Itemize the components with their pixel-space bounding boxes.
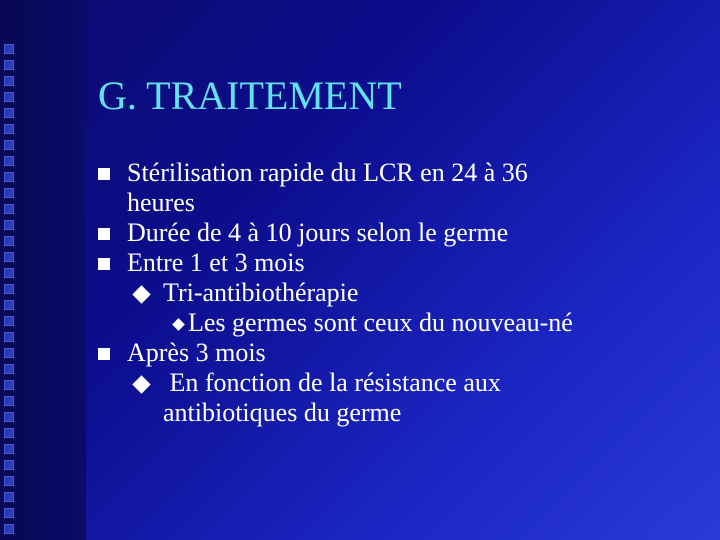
slide-title: G. TRAITEMENT (98, 73, 402, 118)
list-item (98, 248, 698, 278)
decorative-square (4, 316, 14, 326)
small-diamond-bullet-icon (172, 318, 185, 331)
square-bullet-icon (98, 348, 110, 360)
decorative-square (4, 252, 14, 262)
list-item (98, 368, 698, 428)
decorative-square (4, 444, 14, 454)
decorative-square (4, 460, 14, 470)
decorative-square (4, 92, 14, 102)
decorative-square (4, 172, 14, 182)
list-item-text: Stérilisation rapide du LCR en 24 à 36 (127, 158, 528, 187)
list-item (98, 158, 698, 218)
decorative-squares (4, 0, 18, 540)
decorative-square (4, 108, 14, 118)
decorative-square (4, 140, 14, 150)
decorative-square (4, 124, 14, 134)
diamond-bullet-icon (132, 375, 150, 393)
decorative-square (4, 396, 14, 406)
list-item-text: Entre 1 et 3 mois (127, 248, 305, 277)
decorative-square (4, 332, 14, 342)
left-decorative-strip (0, 0, 86, 540)
decorative-square (4, 380, 14, 390)
decorative-square (4, 492, 14, 502)
square-bullet-icon (98, 258, 110, 270)
list-item (98, 338, 698, 368)
decorative-square (4, 204, 14, 214)
decorative-square (4, 348, 14, 358)
decorative-square (4, 76, 14, 86)
decorative-square (4, 156, 14, 166)
list-item-continuation: heures (127, 188, 195, 217)
list-item (98, 308, 698, 338)
list-item-text: Tri-antibiothérapie (163, 278, 359, 307)
decorative-square (4, 60, 14, 70)
decorative-square (4, 220, 14, 230)
decorative-square (4, 428, 14, 438)
decorative-square (4, 524, 14, 534)
decorative-square (4, 268, 14, 278)
list-item-text: En fonction de la résistance aux (163, 368, 501, 397)
decorative-square (4, 300, 14, 310)
list-item (98, 218, 698, 248)
decorative-square (4, 44, 14, 54)
decorative-square (4, 508, 14, 518)
decorative-square (4, 188, 14, 198)
square-bullet-icon (98, 228, 110, 240)
decorative-square (4, 284, 14, 294)
list-item-text: Les germes sont ceux du nouveau-né (188, 308, 573, 337)
decorative-square (4, 476, 14, 486)
list-item (98, 278, 698, 308)
diamond-bullet-icon (132, 285, 150, 303)
decorative-square (4, 364, 14, 374)
list-item-text: Durée de 4 à 10 jours selon le germe (127, 218, 509, 247)
square-bullet-icon (98, 168, 110, 180)
decorative-square (4, 236, 14, 246)
decorative-square (4, 412, 14, 422)
bullet-list (98, 158, 698, 428)
list-item-continuation: antibiotiques du germe (163, 398, 402, 427)
list-item-text: Après 3 mois (127, 338, 266, 367)
